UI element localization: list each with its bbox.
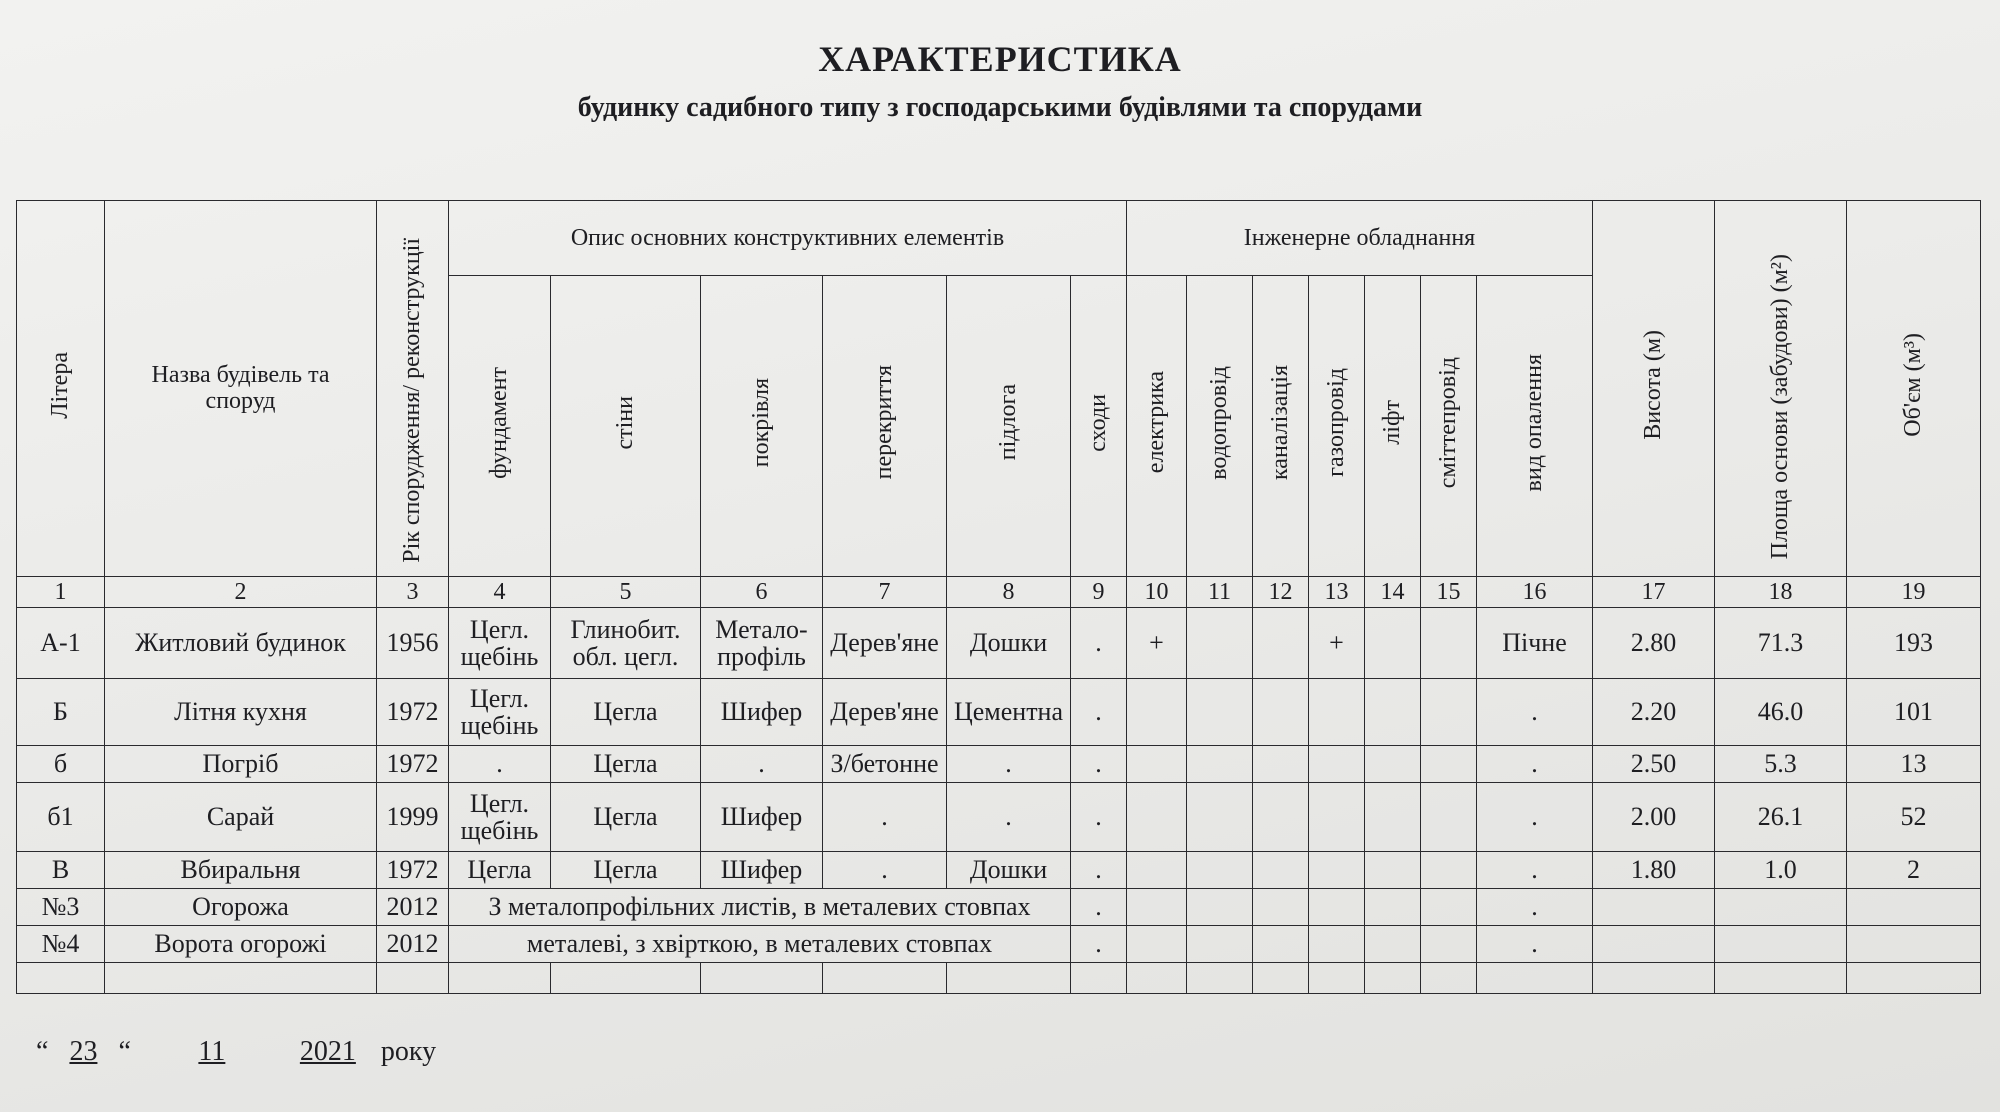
cell-litera: б1: [17, 783, 105, 852]
cell-area: 5.3: [1715, 746, 1847, 783]
cell-floor: Дошки: [947, 608, 1071, 679]
header-water: водопровід: [1187, 276, 1253, 577]
cell-name: Літня кухня: [105, 679, 377, 746]
cell-roof: .: [701, 746, 823, 783]
cell-name: Сарай: [105, 783, 377, 852]
column-number: 2: [105, 577, 377, 608]
cell-electric: [1127, 679, 1187, 746]
cell-volume: 193: [1847, 608, 1981, 679]
date-suffix: року: [380, 1036, 437, 1067]
header-area: Площа основи (забудови) (м²): [1715, 201, 1847, 577]
column-number: 17: [1593, 577, 1715, 608]
header-litera: Літера: [17, 201, 105, 577]
cell-foundation: .: [449, 746, 551, 783]
cell-height: [1593, 926, 1715, 963]
cell-ceiling: Дерев'яне: [823, 608, 947, 679]
cell-heating: .: [1477, 926, 1593, 963]
cell-walls: Цегла: [551, 783, 701, 852]
cell-water: [1187, 889, 1253, 926]
cell-description: металеві, з хвірткою, в металевих стовпах: [449, 926, 1071, 963]
cell-year: 1972: [377, 679, 449, 746]
cell-name: Ворота огорожі: [105, 926, 377, 963]
cell-volume: 101: [1847, 679, 1981, 746]
cell-electric: [1127, 889, 1187, 926]
cell-electric: +: [1127, 608, 1187, 679]
cell-heating: .: [1477, 889, 1593, 926]
cell-lift: [1365, 926, 1421, 963]
date-open-quote: “: [36, 1036, 49, 1067]
header-stairs: сходи: [1071, 276, 1127, 577]
date-month: 11: [198, 1036, 226, 1067]
table-row: [17, 926, 1981, 963]
cell-roof: Шифер: [701, 679, 823, 746]
column-number: 5: [551, 577, 701, 608]
cell-area: 71.3: [1715, 608, 1847, 679]
cell-water: [1187, 608, 1253, 679]
cell-name: Житловий будинок: [105, 608, 377, 679]
table-row: [17, 852, 1981, 889]
cell-area: [1715, 926, 1847, 963]
header-garbage: сміттепровід: [1421, 276, 1477, 577]
cell-year: 2012: [377, 926, 449, 963]
cell-height: 2.20: [1593, 679, 1715, 746]
date-close-quote: “: [118, 1036, 131, 1067]
cell-ceiling: .: [823, 852, 947, 889]
cell-name: Огорожа: [105, 889, 377, 926]
cell-ceiling: .: [823, 783, 947, 852]
header-gas: газопровід: [1309, 276, 1365, 577]
header-electric: електрика: [1127, 276, 1187, 577]
cell-heating: Пічне: [1477, 608, 1593, 679]
column-number: 11: [1187, 577, 1253, 608]
cell-sewer: [1253, 746, 1309, 783]
column-number-row: [17, 577, 1981, 608]
cell-sewer: [1253, 679, 1309, 746]
cell-stairs: .: [1071, 889, 1127, 926]
cell-height: 1.80: [1593, 852, 1715, 889]
cell-electric: [1127, 852, 1187, 889]
cell-lift: [1365, 852, 1421, 889]
cell-roof: Шифер: [701, 852, 823, 889]
cell-walls: Цегла: [551, 852, 701, 889]
cell-floor: Цементна: [947, 679, 1071, 746]
cell-electric: [1127, 783, 1187, 852]
cell-lift: [1365, 783, 1421, 852]
table-row-empty: [17, 963, 1981, 994]
cell-water: [1187, 926, 1253, 963]
column-number: 15: [1421, 577, 1477, 608]
cell-volume: 2: [1847, 852, 1981, 889]
cell-garbage: [1421, 679, 1477, 746]
header-engineering-group: Інженерне обладнання: [1127, 201, 1593, 276]
cell-litera: В: [17, 852, 105, 889]
column-number: 14: [1365, 577, 1421, 608]
cell-sewer: [1253, 852, 1309, 889]
table-row: [17, 783, 1981, 852]
cell-area: 46.0: [1715, 679, 1847, 746]
column-number: 10: [1127, 577, 1187, 608]
cell-sewer: [1253, 926, 1309, 963]
cell-height: 2.50: [1593, 746, 1715, 783]
cell-ceiling: З/бетонне: [823, 746, 947, 783]
column-number: 18: [1715, 577, 1847, 608]
document-subtitle: будинку садибного типу з господарськими будівлями та спорудами: [577, 92, 1423, 123]
column-number: 9: [1071, 577, 1127, 608]
cell-stairs: .: [1071, 608, 1127, 679]
cell-garbage: [1421, 889, 1477, 926]
cell-floor: .: [947, 783, 1071, 852]
cell-stairs: .: [1071, 852, 1127, 889]
table-row: [17, 679, 1981, 746]
characteristics-table: [16, 200, 1981, 994]
cell-lift: [1365, 746, 1421, 783]
document-title: ХАРАКТЕРИСТИКА: [818, 39, 1182, 79]
cell-height: 2.00: [1593, 783, 1715, 852]
cell-name: Погріб: [105, 746, 377, 783]
column-number: 3: [377, 577, 449, 608]
cell-heating: .: [1477, 852, 1593, 889]
cell-sewer: [1253, 889, 1309, 926]
cell-roof: Шифер: [701, 783, 823, 852]
cell-volume: 13: [1847, 746, 1981, 783]
cell-walls: Цегла: [551, 679, 701, 746]
cell-water: [1187, 852, 1253, 889]
cell-electric: [1127, 746, 1187, 783]
cell-gas: [1309, 889, 1365, 926]
cell-stairs: .: [1071, 746, 1127, 783]
cell-litera: Б: [17, 679, 105, 746]
column-number: 12: [1253, 577, 1309, 608]
cell-year: 1999: [377, 783, 449, 852]
cell-garbage: [1421, 852, 1477, 889]
header-year: Рік спорудження/ реконструкції: [377, 201, 449, 577]
cell-garbage: [1421, 746, 1477, 783]
header-lift: ліфт: [1365, 276, 1421, 577]
header-volume: Об'єм (м³): [1847, 201, 1981, 577]
document-date: [36, 1036, 436, 1068]
column-number: 8: [947, 577, 1071, 608]
header-sewer: каналізація: [1253, 276, 1309, 577]
table-row: [17, 889, 1981, 926]
cell-water: [1187, 679, 1253, 746]
cell-gas: [1309, 679, 1365, 746]
header-row-top: [17, 201, 1981, 276]
cell-year: 1972: [377, 852, 449, 889]
cell-litera: №3: [17, 889, 105, 926]
cell-lift: [1365, 679, 1421, 746]
header-walls: стіни: [551, 276, 701, 577]
column-number: 1: [17, 577, 105, 608]
column-number: 6: [701, 577, 823, 608]
header-heating: вид опалення: [1477, 276, 1593, 577]
cell-foundation: Цегл. щебінь: [449, 679, 551, 746]
cell-name: Вбиральня: [105, 852, 377, 889]
cell-gas: [1309, 746, 1365, 783]
column-number: 4: [449, 577, 551, 608]
cell-volume: [1847, 926, 1981, 963]
date-year: 2021: [299, 1036, 356, 1067]
date-day: 23: [69, 1036, 98, 1067]
cell-sewer: [1253, 783, 1309, 852]
cell-volume: [1847, 889, 1981, 926]
cell-foundation: Цегл. щебінь: [449, 608, 551, 679]
column-number: 7: [823, 577, 947, 608]
cell-litera: №4: [17, 926, 105, 963]
cell-litera: А-1: [17, 608, 105, 679]
cell-foundation: Цегла: [449, 852, 551, 889]
cell-gas: [1309, 852, 1365, 889]
cell-walls: Глинобит. обл. цегл.: [551, 608, 701, 679]
cell-lift: [1365, 608, 1421, 679]
cell-litera: б: [17, 746, 105, 783]
cell-area: [1715, 889, 1847, 926]
cell-year: 1956: [377, 608, 449, 679]
cell-gas: +: [1309, 608, 1365, 679]
cell-area: 26.1: [1715, 783, 1847, 852]
cell-heating: .: [1477, 783, 1593, 852]
cell-walls: Цегла: [551, 746, 701, 783]
header-foundation: фундамент: [449, 276, 551, 577]
cell-area: 1.0: [1715, 852, 1847, 889]
header-floor: підлога: [947, 276, 1071, 577]
cell-heating: .: [1477, 746, 1593, 783]
cell-water: [1187, 746, 1253, 783]
cell-floor: .: [947, 746, 1071, 783]
cell-water: [1187, 783, 1253, 852]
cell-stairs: .: [1071, 679, 1127, 746]
table-row: [17, 746, 1981, 783]
cell-height: 2.80: [1593, 608, 1715, 679]
column-number: 16: [1477, 577, 1593, 608]
cell-description: З металопрофільних листів, в металевих стовпах: [449, 889, 1071, 926]
cell-sewer: [1253, 608, 1309, 679]
cell-lift: [1365, 889, 1421, 926]
cell-gas: [1309, 783, 1365, 852]
cell-garbage: [1421, 608, 1477, 679]
cell-height: [1593, 889, 1715, 926]
cell-heating: .: [1477, 679, 1593, 746]
cell-floor: Дошки: [947, 852, 1071, 889]
cell-garbage: [1421, 783, 1477, 852]
cell-roof: Метало-профіль: [701, 608, 823, 679]
cell-volume: 52: [1847, 783, 1981, 852]
column-number: 13: [1309, 577, 1365, 608]
table-row: [17, 608, 1981, 679]
cell-electric: [1127, 926, 1187, 963]
cell-year: 2012: [377, 889, 449, 926]
cell-ceiling: Дерев'яне: [823, 679, 947, 746]
header-height: Висота (м): [1593, 201, 1715, 577]
cell-foundation: Цегл. щебінь: [449, 783, 551, 852]
header-roof: покрівля: [701, 276, 823, 577]
cell-gas: [1309, 926, 1365, 963]
cell-year: 1972: [377, 746, 449, 783]
header-name: Назва будівель та споруд: [105, 201, 377, 577]
cell-stairs: .: [1071, 926, 1127, 963]
cell-stairs: .: [1071, 783, 1127, 852]
header-ceiling: перекриття: [823, 276, 947, 577]
header-constructive-group: Опис основних конструктивних елементів: [449, 201, 1127, 276]
cell-garbage: [1421, 926, 1477, 963]
column-number: 19: [1847, 577, 1981, 608]
